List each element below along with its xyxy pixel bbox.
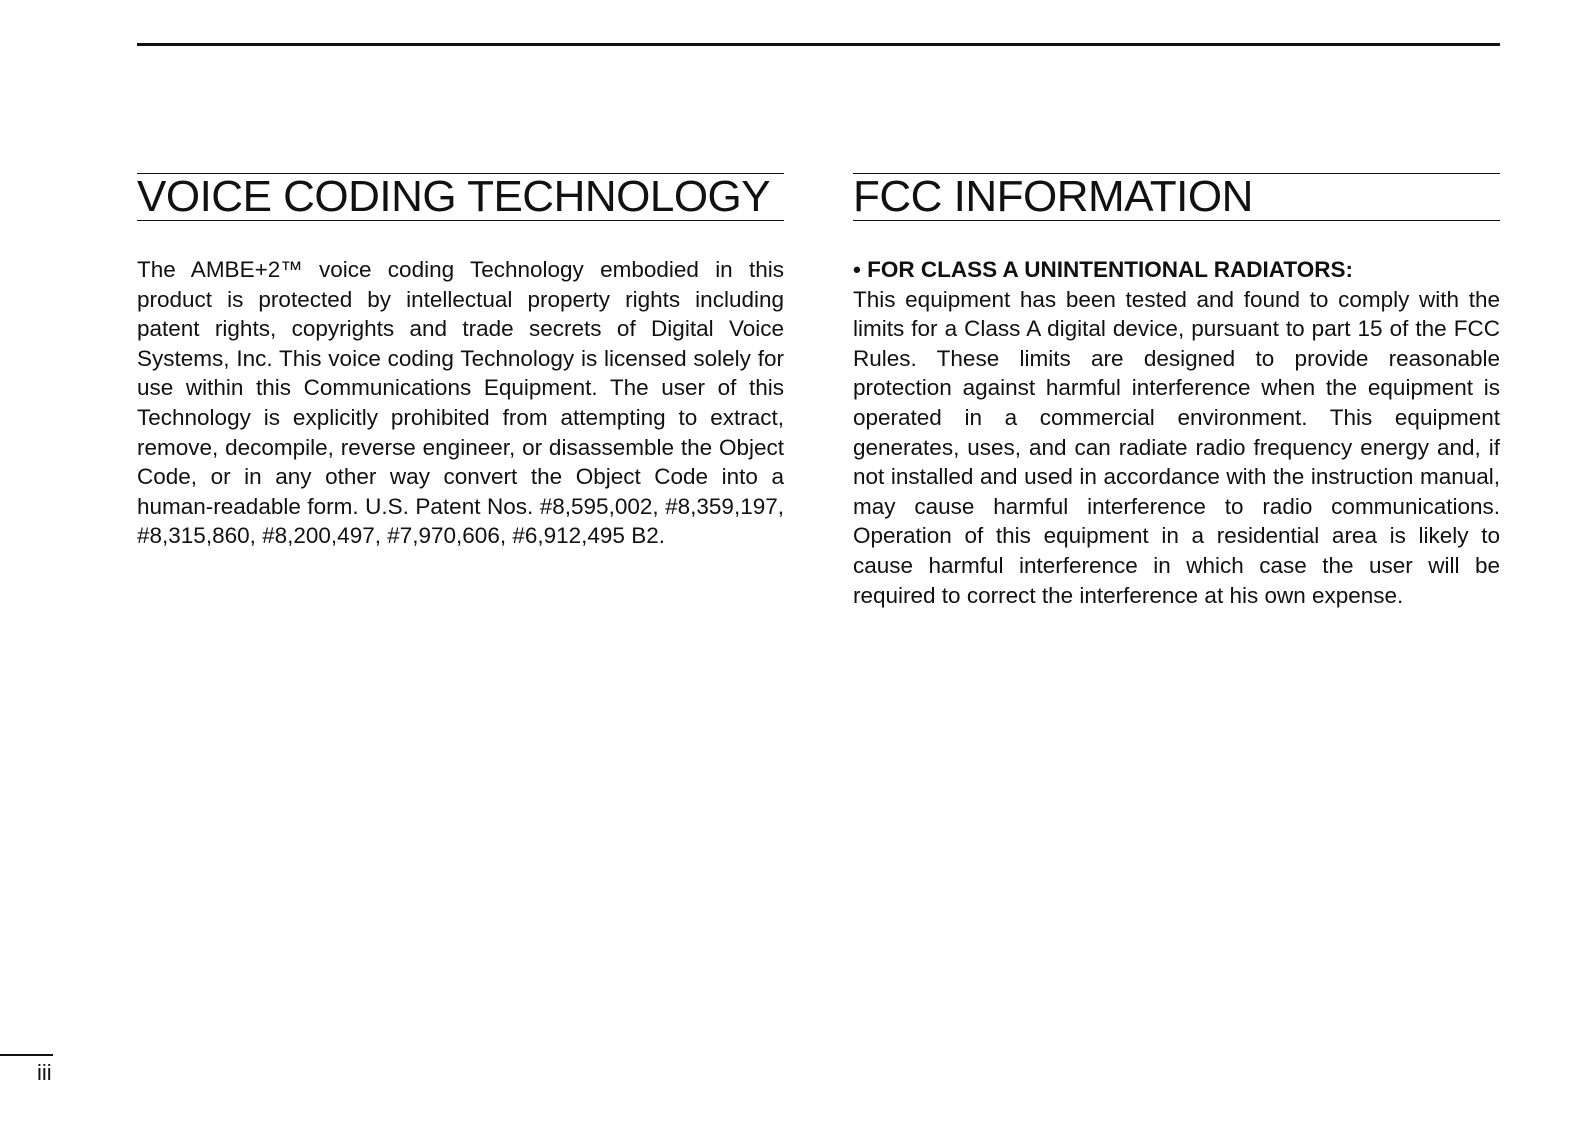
fcc-body: This equipment has been tested and found to comply with the limits for a Class A digital device, pursuant to part 15 of the FCC Rules. These limits are designed to provide reasonable protection against harmful interference when the equipment is operated in a commercial environment. This equipment generates, uses, and can radiate radio frequency energy and, if not installed and used in accordance with the instruction manual, may cause harmful interference to radio communications. Operation of this equipment in a residential area is likely to cause harmful interference in which case the user will be required to correct the interference at his own expense. <box>853 286 1500 608</box>
fcc-section <box>853 173 1500 633</box>
voice-coding-title: VOICE CODING TECHNOLOGY <box>137 173 784 221</box>
fcc-title: FCC INFORMATION <box>853 173 1500 221</box>
top-rule <box>137 43 1500 46</box>
page-number: iii <box>37 1060 52 1085</box>
voice-coding-body: The AMBE+2™ voice coding Technology embodied in this product is protected by intellectual property rights including patent rights, copyrights and trade secrets of Digital Voice Systems, Inc. This voice coding Technology is licensed solely for use within this Communications Equipment. The user of this Technology is explicitly prohibited from attempting to extract, remove, decompile, reverse engineer, or disassemble the Object Code, or in any other way convert the Object Code into a human-readable form. U.S. Patent Nos. #8,595,002, #8,359,197, #8,315,860, #8,200,497, #7,970,606, #6,912,495 B2. <box>137 257 784 549</box>
fcc-subheading: • FOR CLASS A UNINTENTIONAL RADIATORS: <box>853 257 1353 282</box>
footer-rule <box>0 1054 53 1056</box>
voice-coding-section <box>137 173 784 573</box>
